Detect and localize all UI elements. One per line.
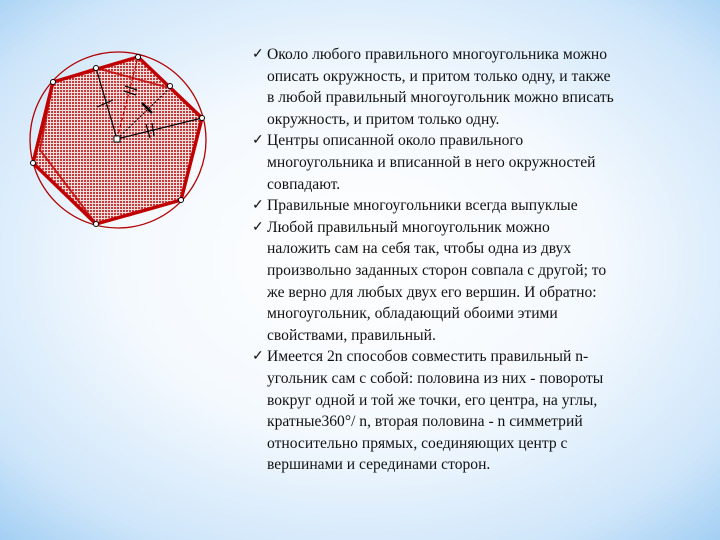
bullet-text-line: многоугольника и вписанной в него окружностей [267, 153, 596, 171]
checkmark-icon: ✓ [252, 198, 264, 214]
bullet-text-line: совпадают. [267, 175, 341, 193]
bullet-text-line: угольник сам с собой: половина из них - повороты [267, 369, 604, 387]
bullet-text-line: кратные360°/ n, вторая половина - n симметрий [267, 413, 583, 431]
polygon-diagram [0, 0, 240, 240]
bullet-text-line: вершинами и серединами сторон. [267, 456, 491, 474]
bullet-item [252, 195, 712, 217]
bullet-text-line: Любой правильный многоугольник можно [267, 218, 550, 236]
bullet-text-line: Имеется 2n способов совместить правильный n- [267, 348, 589, 366]
bullet-text-line: в любой правильный многоугольник можно вписать [267, 89, 614, 107]
bullet-text-line: Около любого правильного многоугольника можно [267, 46, 608, 63]
bullet-text-line: вокруг одной и той же точки, его центра, на углы, [267, 391, 598, 409]
bullet-item [252, 346, 712, 476]
checkmark-icon: ✓ [252, 219, 264, 235]
bullet-text-line: произвольно заданных сторон совпала с другой; то [267, 261, 607, 279]
bullet-text-line: описать окружность, и притом только одну, и также [267, 67, 611, 85]
bullet-text-line: Правильные многоугольники всегда выпуклые [267, 197, 578, 215]
bullet-text-line: свойствами, правильный. [267, 326, 436, 344]
bullet-item [252, 130, 712, 195]
bullet-text-line: окружность, и притом только одну. [267, 110, 500, 128]
bullet-text-line: же верно для любых двух его вершин. И обратно: [267, 283, 597, 301]
bullet-item [252, 217, 712, 347]
checkmark-icon: ✓ [252, 47, 264, 62]
bullet-text-line: относительно прямых, соединяющих центр с [267, 434, 568, 452]
bullet-text-line: Центры описанной около правильного [267, 132, 524, 150]
bullet-item [252, 44, 712, 130]
bullet-list [252, 44, 712, 476]
checkmark-icon: ✓ [252, 133, 264, 149]
bullet-text-line: наложить сам на себя так, чтобы одна из двух [267, 240, 572, 258]
bullet-text-line: многоугольник, обладающий обоими этими [267, 305, 558, 323]
checkmark-icon: ✓ [252, 349, 264, 365]
